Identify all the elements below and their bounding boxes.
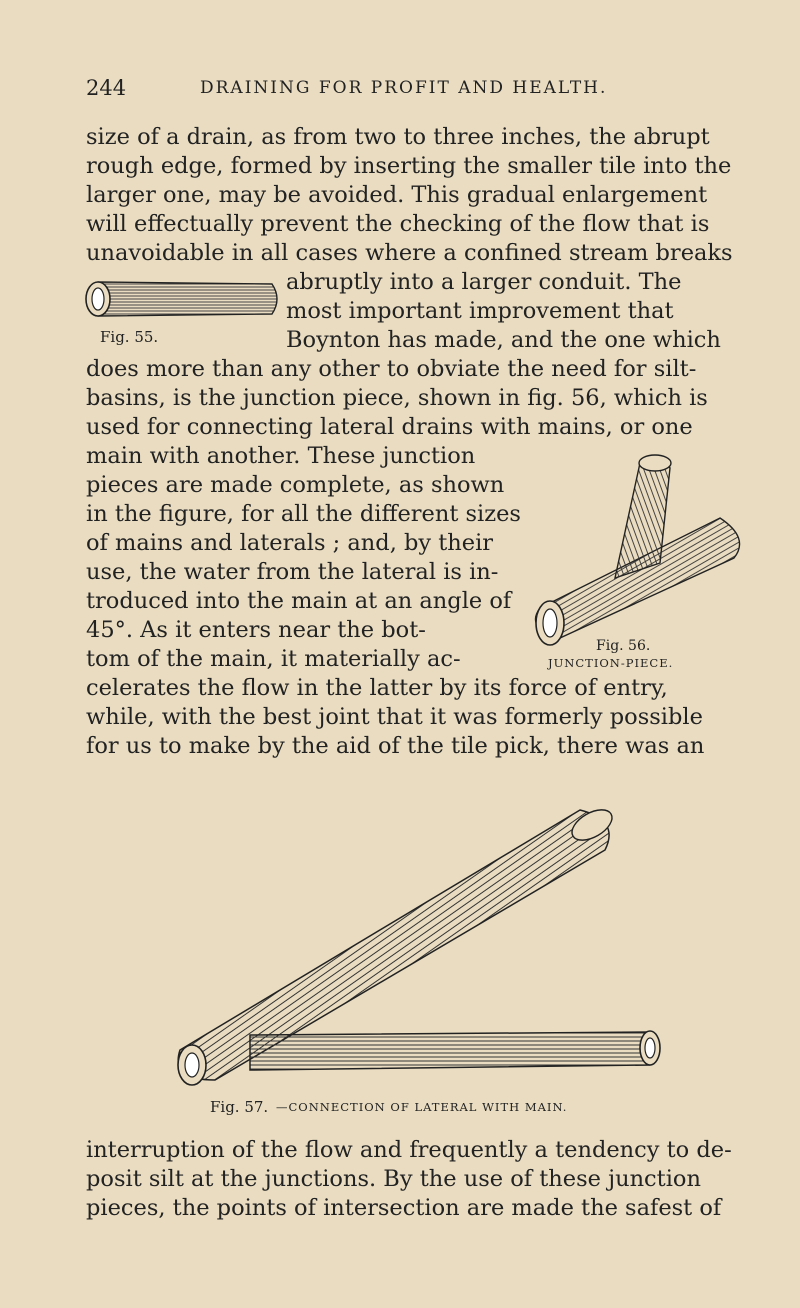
text-line: use, the water from the lateral is in- xyxy=(86,559,499,585)
fig56-label: Fig. 56. xyxy=(596,638,651,654)
text-line: larger one, may be avoided. This gradual enlargement xyxy=(86,182,708,208)
fig56-junction-illustration xyxy=(520,448,760,648)
text-line: of mains and laterals ; and, by their xyxy=(86,530,494,556)
fig57-title: —CONNECTION OF LATERAL WITH MAIN. xyxy=(276,1100,568,1114)
text-line: pieces are made complete, as shown xyxy=(86,472,505,498)
text-line: tom of the main, it materially ac- xyxy=(86,646,461,672)
text-line: does more than any other to obviate the need for silt- xyxy=(86,356,697,382)
fig56-title: JUNCTION-PIECE. xyxy=(548,656,674,670)
running-title: DRAINING FOR PROFIT AND HEALTH. xyxy=(200,78,608,98)
page-number: 244 xyxy=(86,76,127,100)
text-line: used for connecting lateral drains with mains, or one xyxy=(86,414,693,440)
text-line: rough edge, formed by inserting the smaller tile into the xyxy=(86,153,732,179)
text-line: troduced into the main at an angle of xyxy=(86,588,512,614)
fig55-label: Fig. 55. xyxy=(100,328,159,346)
text-line: basins, is the junction piece, shown in fig. 56, which is xyxy=(86,385,708,411)
text-line: interruption of the flow and frequently a tendency to de- xyxy=(86,1137,732,1163)
fig57-label: Fig. 57. xyxy=(210,1098,269,1116)
text-line: unavoidable in all cases where a confined stream breaks xyxy=(86,240,733,266)
text-line: abruptly into a larger conduit. The xyxy=(286,269,682,295)
fig57-connection-illustration xyxy=(160,780,680,1090)
text-line: main with another. These junction xyxy=(86,443,476,469)
text-line: size of a drain, as from two to three inches, the abrupt xyxy=(86,124,710,150)
page-header xyxy=(86,76,726,106)
text-line: 45°. As it enters near the bot- xyxy=(86,617,426,643)
text-line: posit silt at the junctions. By the use of these junction xyxy=(86,1166,701,1192)
text-line: celerates the flow in the latter by its force of entry, xyxy=(86,675,668,701)
text-line: pieces, the points of intersection are made the safest of xyxy=(86,1195,722,1221)
text-line: in the figure, for all the different sizes xyxy=(86,501,521,527)
text-line: while, with the best joint that it was formerly possible xyxy=(86,704,703,730)
text-line: Boynton has made, and the one which xyxy=(286,327,721,353)
text-line: will effectually prevent the checking of the flow that is xyxy=(86,211,710,237)
text-line: for us to make by the aid of the tile pick, there was an xyxy=(86,733,705,759)
text-line: most important improvement that xyxy=(286,298,674,324)
fig55-tile-illustration xyxy=(76,274,286,326)
